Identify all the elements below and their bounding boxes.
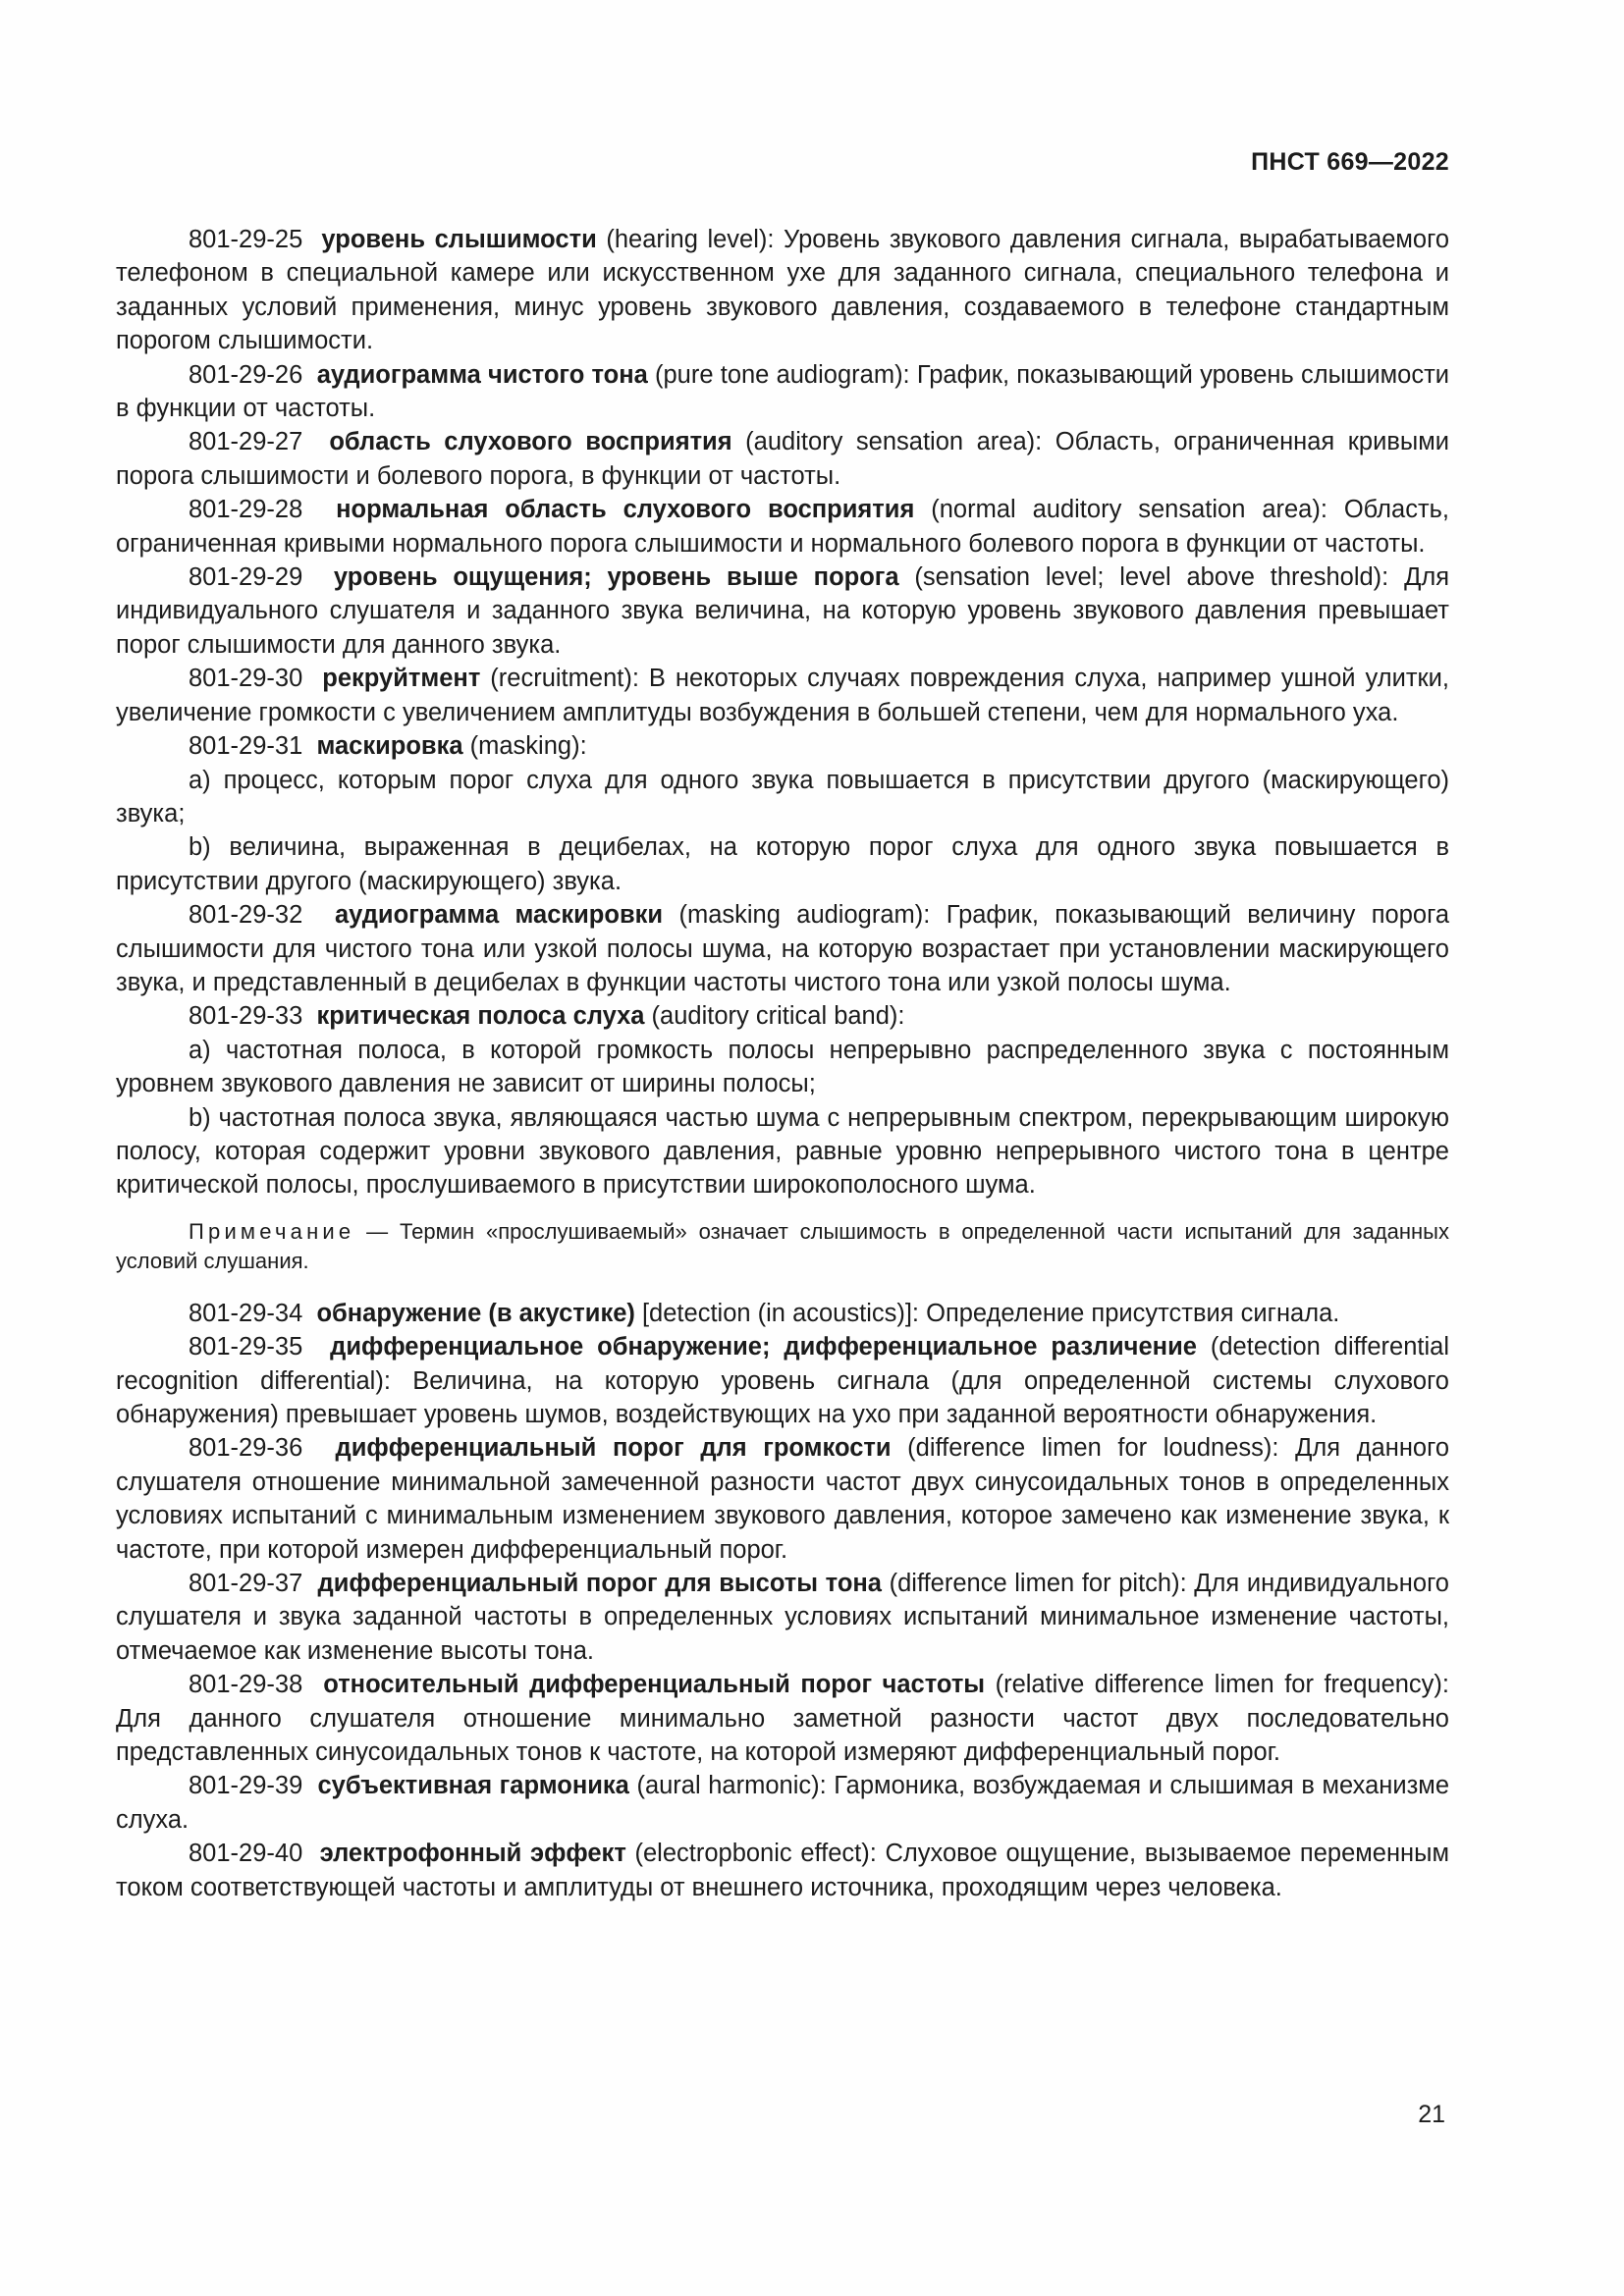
term-number: 801-29-40: [189, 1840, 303, 1868]
term-entry: [116, 729, 1449, 763]
term-title: дифференциальный порог для высоты тона: [317, 1570, 882, 1598]
term-number: 801-29-27: [189, 428, 303, 456]
term-title: аудиограмма чистого тона: [316, 360, 648, 389]
term-number: 801-29-37: [189, 1570, 303, 1598]
term-number: 801-29-25: [189, 226, 303, 253]
term-entry: [116, 1567, 1449, 1668]
term-definition: (auditory critical band):: [644, 1002, 905, 1031]
term-title: дифференциальное обнаружение; дифференциальное различение: [330, 1333, 1197, 1362]
term-entry: [116, 999, 1449, 1033]
list-item: b) величина, выраженная в децибелах, на которую порог слуха для одного звука повышается в присутствии другого (маскирующего) звука.: [116, 833, 1449, 895]
term-entry: [116, 1769, 1449, 1837]
term-entry: [116, 223, 1449, 358]
term-title: обнаружение (в акустике): [316, 1299, 635, 1327]
term-definition: (auditory sensation area): Область, ограниченная кривыми порога слышимости и болевого порога, в функции от частоты.: [116, 428, 1450, 490]
term-title: относительный дифференциальный порог частоты: [323, 1671, 986, 1699]
term-title: дифференциальный порог для громкости: [335, 1434, 892, 1463]
term-entry: [116, 1297, 1449, 1330]
list-item: a) процесс, которым порог слуха для одного звука повышается в присутствии другого (маскирующего) звука;: [116, 766, 1449, 828]
term-number: 801-29-28: [189, 496, 303, 524]
term-entry: [116, 662, 1449, 729]
term-definition: (difference limen for pitch): Для индивидуального слушателя и звука заданной частоты в определенных условиях испытаний минимальное изменение частоты, отмечаемое как изменение высоты тона.: [116, 1570, 1449, 1665]
term-title: уровень слышимости: [321, 226, 597, 253]
term-number: 801-29-36: [189, 1434, 303, 1463]
term-title: электрофонный эффект: [319, 1840, 626, 1868]
term-number: 801-29-35: [189, 1333, 303, 1362]
term-title: критическая полоса слуха: [316, 1002, 645, 1031]
term-definition: (electropbonic effect): Слуховое ощущение, вызываемое переменным током соответствующей частоты и амплитуды от внешнего источника, проходящим через человека.: [116, 1840, 1449, 1901]
document-body: [116, 223, 1449, 1904]
term-definition: (pure tone audiogram): График, показывающий уровень слышимости в функции от частоты.: [116, 360, 1450, 423]
term-title: субъективная гармоника: [317, 1772, 629, 1800]
term-number: 801-29-34: [189, 1299, 303, 1327]
term-number: 801-29-29: [189, 563, 303, 592]
note: [116, 1217, 1449, 1276]
term-entry: [116, 358, 1449, 426]
term-definition: (masking):: [462, 732, 587, 761]
term-number: 801-29-26: [189, 360, 303, 389]
page-number: 21: [1418, 2101, 1445, 2128]
term-definition: (normal auditory sensation area): Область, ограниченная кривыми нормального порога слышимости и нормального болевого порога в функции от частоты.: [116, 496, 1449, 558]
term-title: рекруйтмент: [322, 665, 481, 693]
term-entry: [116, 493, 1449, 561]
term-entry: [116, 561, 1449, 662]
term-entry: [116, 1431, 1449, 1567]
term-definition: (sensation level; level above threshold): Для индивидуального слушателя и заданного звука величина, на которую уровень звукового давления превышает порог слышимости для данного звука.: [116, 563, 1450, 659]
term-definition: (aural harmonic): Гармоника, возбуждаемая и слышимая в механизме слуха.: [116, 1772, 1450, 1834]
term-definition: (hearing level): Уровень звукового давления сигнала, вырабатываемого телефоном в специальной камере или искусственном ухе для заданного сигнала, специального телефона и заданных условий применения, минус уровень звукового давления, создаваемого в телефоне стандартным порогом слышимости.: [116, 226, 1450, 355]
term-number: 801-29-33: [189, 1002, 303, 1031]
term-entry: [116, 1668, 1449, 1769]
document-code-header: ПНСТ 669—2022: [1251, 148, 1449, 176]
note-label: Примечание: [189, 1218, 355, 1244]
term-number: 801-29-32: [189, 901, 303, 930]
note-text: — Термин «прослушиваемый» означает слышимость в определенной части испытаний для заданных условий слушания.: [116, 1218, 1449, 1273]
term-title: область слухового восприятия: [329, 428, 732, 456]
term-entry: [116, 1837, 1449, 1904]
term-number: 801-29-31: [189, 732, 303, 761]
term-number: 801-29-39: [189, 1772, 303, 1800]
term-entry: [116, 425, 1449, 493]
term-definition: (recruitment): В некоторых случаях повреждения слуха, например ушной улитки, увеличение громкости с увеличением амплитуды возбуждения в большей степени, чем для нормального уха.: [116, 665, 1450, 726]
term-title: уровень ощущения; уровень выше порога: [333, 563, 899, 592]
term-number: 801-29-38: [189, 1671, 303, 1699]
list-item: b) частотная полоса звука, являющаяся частью шума с непрерывным спектром, перекрывающим широкую полосу, которая содержит уровни звукового давления, равные уровню непрерывного чистого тона в центре критической полосы, прослушиваемого в присутствии широкополосного шума.: [116, 1103, 1449, 1200]
term-definition: (difference limen for loudness): Для данного слушателя отношение минимальной замеченной разности частот двух синусоидальных тонов в определенных условиях испытаний с минимальным изменением звукового давления, которое замечено как изменение звука, к частоте, при которой измерен дифференциальный порог.: [116, 1434, 1450, 1564]
term-definition: [detection (in acoustics)]: Определение присутствия сигнала.: [634, 1299, 1340, 1327]
term-definition: (detection differential recognition differential): Величина, на которую уровень сигнала (для определенной системы слухового обнаружения) превышает уровень шумов, воздействующих на ухо при заданной вероятности обнаружения.: [116, 1333, 1449, 1428]
term-number: 801-29-30: [189, 665, 303, 693]
term-entry: [116, 898, 1449, 999]
term-definition: (masking audiogram): График, показывающий величину порога слышимости для чистого тона или узкой полосы шума, на которую возрастает при установлении маскирующего звука, и представленный в децибелах в функции частоты чистого тона или узкой полосы шума.: [116, 901, 1450, 996]
term-title: маскировка: [316, 732, 463, 761]
term-title: аудиограмма маскировки: [335, 901, 664, 930]
term-title: нормальная область слухового восприятия: [336, 496, 915, 524]
term-entry: [116, 1330, 1449, 1431]
list-item: a) частотная полоса, в которой громкость полосы непрерывно распределенного звука с постоянным уровнем звукового давления не зависит от ширины полосы;: [116, 1036, 1449, 1098]
term-definition: (relative difference limen for frequency): Для данного слушателя отношение минимально заметной разности частот двух последовательно представленных синусоидальных тонов к частоте, на которой измеряют дифференциальный порог.: [116, 1671, 1450, 1767]
